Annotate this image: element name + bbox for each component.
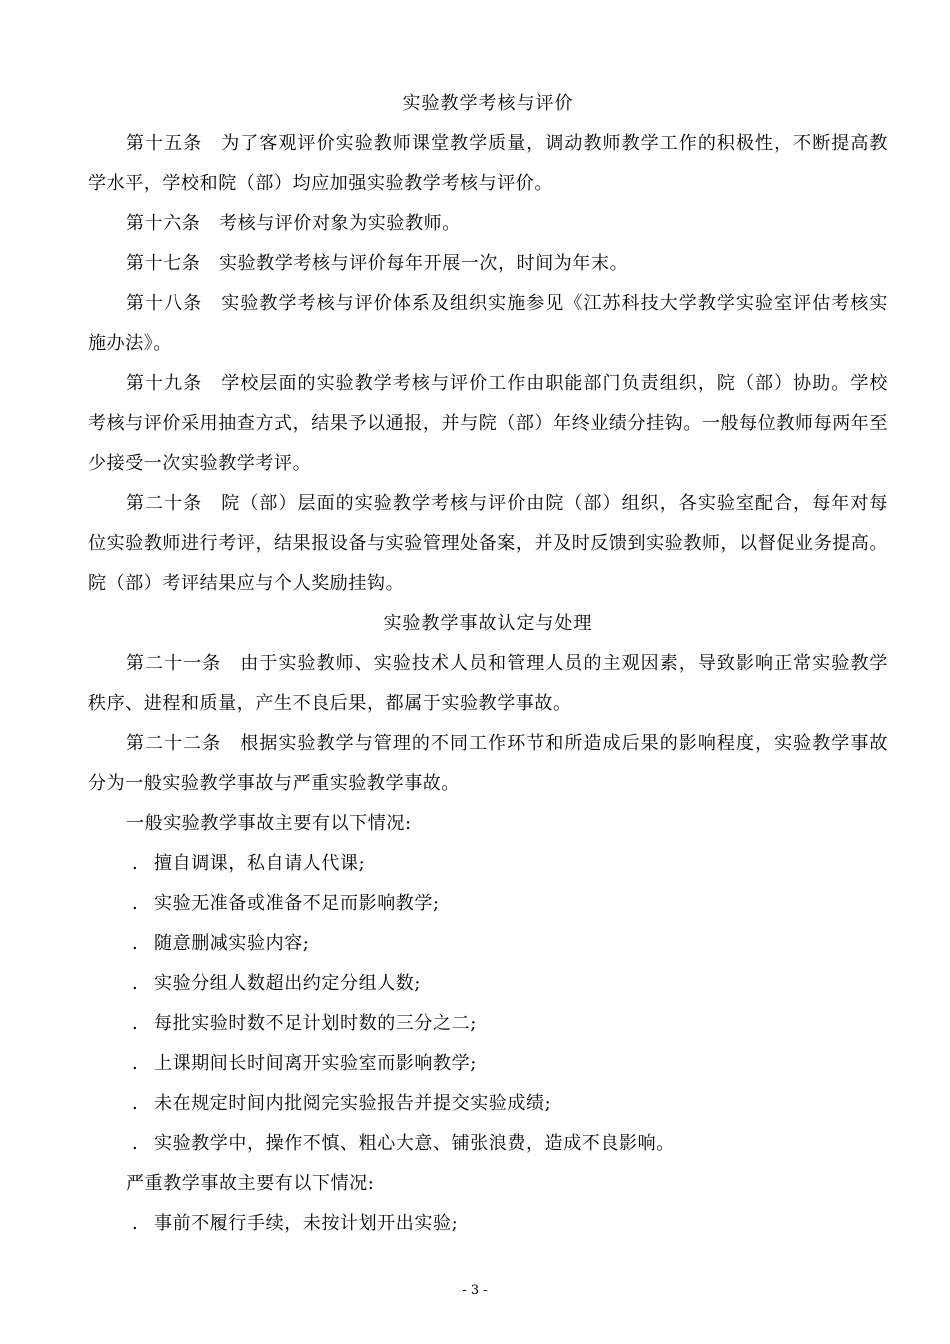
article-21: 第二十一条 由于实验教师、实验技术人员和管理人员的主观因素，导致影响正常实验教学秩序、进程和质量，产生不良后果，都属于实验教学事故。 [88, 653, 888, 714]
page-number: - 3 - [462, 1283, 488, 1298]
list-item: . 未在规定时间内批阅完实验报告并提交实验成绩; [88, 1084, 888, 1124]
bullet: . [132, 853, 139, 874]
list-item: . 实验分组人数超出约定分组人数; [88, 964, 888, 1004]
list-item: . 随意删减实验内容; [88, 924, 888, 964]
article-22: 第二十二条 根据实验教学与管理的不同工作环节和所造成后果的影响程度，实验教学事故分为一般实验教学事故与严重实验教学事故。 [88, 733, 888, 794]
general-accidents-intro: 一般实验教学事故主要有以下情况: [126, 813, 412, 834]
list-item: . 实验无准备或准备不足而影响教学; [88, 884, 888, 924]
list-item: . 事前不履行手续，未按计划开出实验; [88, 1204, 888, 1244]
document-page [88, 84, 888, 1244]
bullet: . [132, 1213, 139, 1234]
article-15: 第十五条 为了客观评价实验教师课堂教学质量，调动教师教学工作的积极性，不断提高教学水平，学校和院（部）均应加强实验教学考核与评价。 [88, 133, 888, 194]
article-17: 第十七条 实验教学考核与评价每年开展一次，时间为年末。 [126, 253, 629, 274]
serious-accidents-intro: 严重教学事故主要有以下情况: [126, 1173, 375, 1194]
article-20: 第二十条 院（部）层面的实验教学考核与评价由院（部）组织，各实验室配合，每年对每位实验教师进行考评，结果报设备与实验管理处备案，并及时反馈到实验教师，以督促业务提高。院（部）考评结果应与个人奖励挂钩。 [88, 493, 888, 594]
bullet: . [132, 973, 139, 994]
bullet: . [132, 1093, 139, 1114]
section-heading-assessment: 实验教学考核与评价 [402, 93, 574, 114]
article-18: 第十八条 实验教学考核与评价体系及组织实施参见《江苏科技大学教学实验室评估考核实施办法》。 [88, 293, 888, 354]
bullet: . [132, 1133, 139, 1154]
list-item: . 每批实验时数不足计划时数的三分之二; [88, 1004, 888, 1044]
article-16: 第十六条 考核与评价对象为实验教师。 [126, 213, 461, 234]
section-heading-accidents: 实验教学事故认定与处理 [383, 613, 593, 634]
general-accidents-list [88, 844, 888, 1164]
bullet: . [132, 893, 139, 914]
bullet: . [132, 1013, 139, 1034]
article-19: 第十九条 学校层面的实验教学考核与评价工作由职能部门负责组织，院（部）协助。学校考核与评价采用抽查方式，结果予以通报，并与院（部）年终业绩分挂钩。一般每位教师每两年至少接受一次实验教学考评。 [88, 373, 888, 474]
list-item: . 擅自调课，私自请人代课; [88, 844, 888, 884]
bullet: . [132, 1053, 139, 1074]
list-item: . 上课期间长时间离开实验室而影响教学; [88, 1044, 888, 1084]
serious-accidents-list [88, 1204, 888, 1244]
list-item: . 实验教学中，操作不慎、粗心大意、铺张浪费，造成不良影响。 [88, 1124, 888, 1164]
bullet: . [132, 933, 139, 954]
